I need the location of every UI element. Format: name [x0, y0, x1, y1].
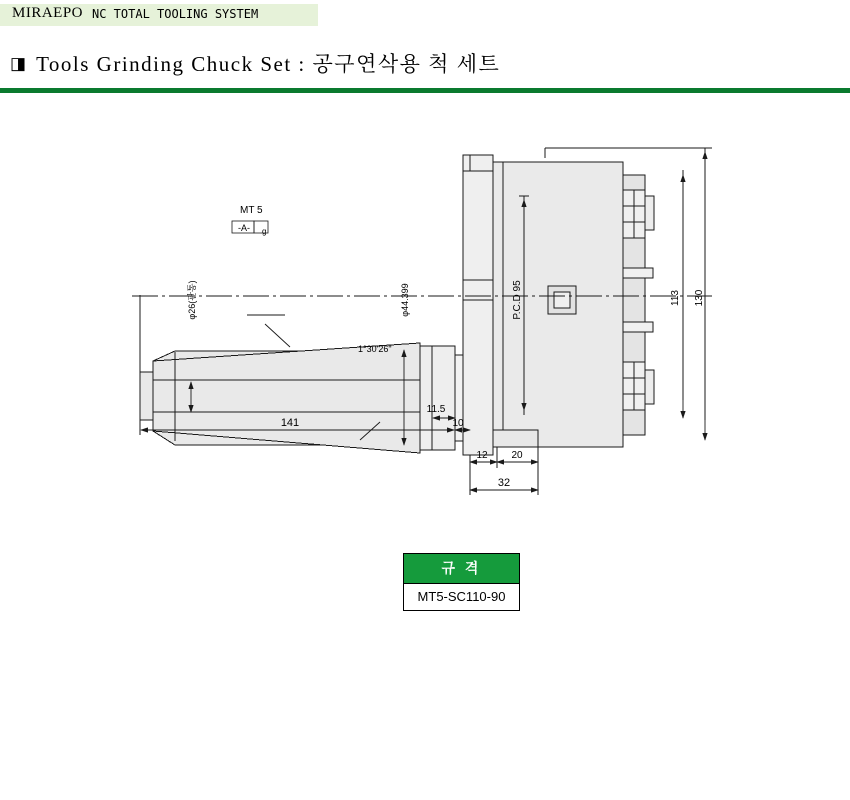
label-taper: MT 5: [240, 205, 263, 216]
brand-subtitle: NC TOTAL TOOLING SYSTEM: [92, 7, 259, 21]
label-113: 113: [670, 290, 681, 306]
label-130: 130: [694, 289, 705, 307]
bullet-icon: ◨: [10, 53, 27, 73]
label-angle: 1°30'26": [358, 344, 392, 354]
spec-table-header: 규 격: [404, 554, 519, 584]
drawing-svg: [0, 100, 850, 520]
label-datum: -A-: [238, 223, 250, 233]
title-divider: [0, 88, 850, 93]
label-datum-tol: g: [262, 227, 267, 236]
label-11-5: 11.5: [426, 404, 446, 415]
brand-name: MIRAEPO: [12, 5, 84, 21]
spec-table-row-value: MT5-SC110-90: [404, 584, 519, 610]
technical-drawing: [0, 100, 850, 520]
label-pcd: P.C.D 95: [512, 280, 523, 320]
label-32: 32: [497, 477, 511, 489]
label-20: 20: [511, 450, 523, 461]
label-141: 141: [280, 417, 300, 429]
page-title-text: Tools Grinding Chuck Set : 공구연삭용 척 세트: [36, 52, 501, 76]
spec-table: [403, 553, 520, 611]
label-dia-26: φ26(관통): [187, 280, 197, 320]
label-10: 10: [452, 418, 464, 429]
label-dia-44: φ44.399: [400, 283, 410, 317]
page-title: [10, 48, 500, 78]
label-12: 12: [476, 450, 488, 461]
